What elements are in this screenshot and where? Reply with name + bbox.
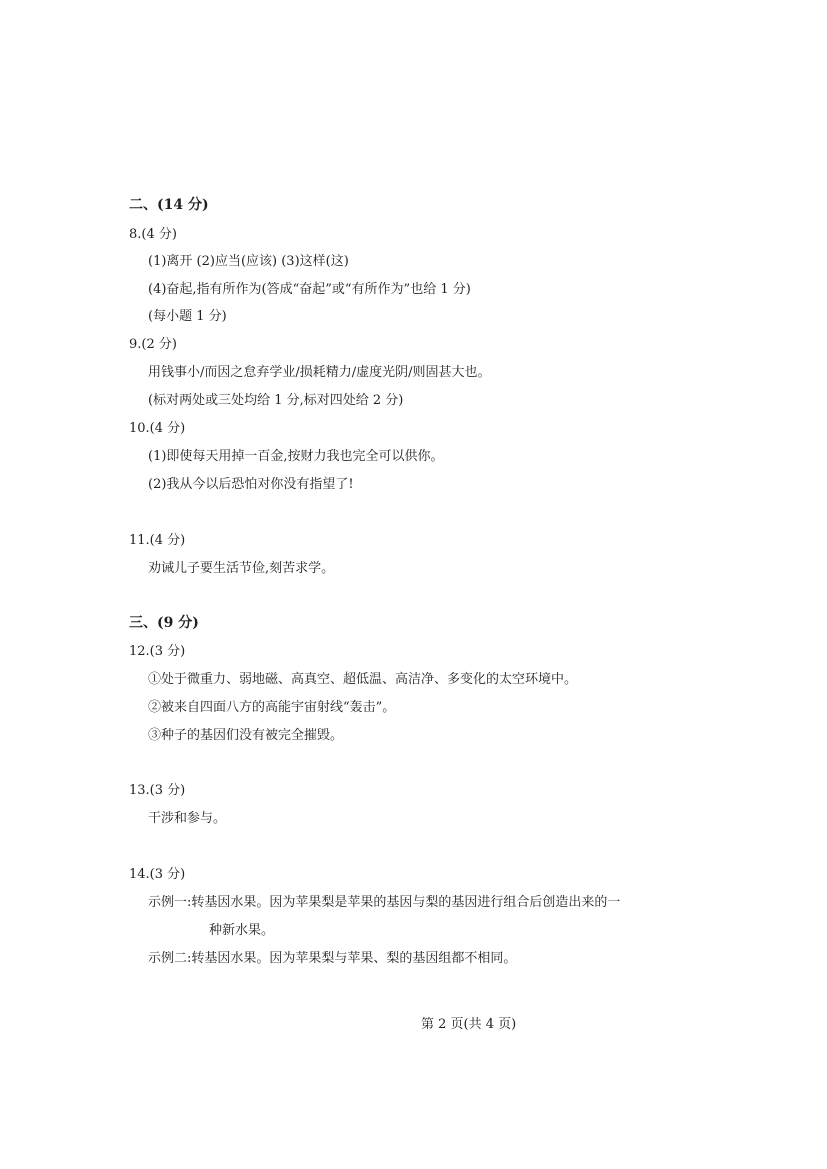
- q10-answer-line-2: (2)我从今以后恐怕对你没有指望了!: [148, 477, 354, 492]
- q14-example-1-line-2: 种新水果。: [209, 923, 275, 938]
- q14-label: 14.(3 分): [129, 867, 186, 882]
- section-3-heading: 三、(9 分): [129, 615, 199, 631]
- q8-answer-line-1: (1)离开 (2)应当(应该) (3)这样(这): [148, 254, 349, 269]
- q12-answer-line-1: ①处于微重力、弱地磁、高真空、超低温、高洁净、多变化的太空环境中。: [148, 672, 578, 687]
- q14-example-2: 示例二:转基因水果。因为苹果梨与苹果、梨的基因组都不相同。: [148, 951, 517, 966]
- q12-answer-line-3: ③种子的基因们没有被完全摧毁。: [148, 728, 344, 743]
- q13-label: 13.(3 分): [129, 783, 186, 798]
- q9-label: 9.(2 分): [129, 337, 177, 352]
- q9-scoring-note: (标对两处或三处均给 1 分,标对四处给 2 分): [148, 393, 404, 408]
- q8-scoring-note: (每小题 1 分): [148, 309, 227, 324]
- q8-label: 8.(4 分): [129, 227, 177, 242]
- q11-label: 11.(4 分): [129, 533, 186, 548]
- q8-answer-line-2: (4)奋起,指有所作为(答成“奋起”或“有所作为”也给 1 分): [148, 282, 471, 297]
- q12-answer-line-2: ②被来自四面八方的高能宇宙射线“轰击”。: [148, 700, 396, 715]
- q10-label: 10.(4 分): [129, 421, 186, 436]
- q12-label: 12.(3 分): [129, 644, 186, 659]
- q13-answer: 干涉和参与。: [148, 811, 227, 826]
- q11-answer: 劝诫儿子要生活节俭,刻苦求学。: [148, 561, 335, 576]
- page-footer: 第 2 页(共 4 页): [421, 1017, 517, 1032]
- q14-example-1-line-1: 示例一:转基因水果。因为苹果梨是苹果的基因与梨的基因进行组合后创造出来的一: [148, 895, 621, 910]
- q10-answer-line-1: (1)即使每天用掉一百金,按财力我也完全可以供你。: [148, 449, 444, 464]
- section-2-heading: 二、(14 分): [129, 197, 209, 213]
- q9-answer: 用钱事小/而因之怠弃学业/损耗精力/虚度光阴/则固甚大也。: [148, 365, 491, 380]
